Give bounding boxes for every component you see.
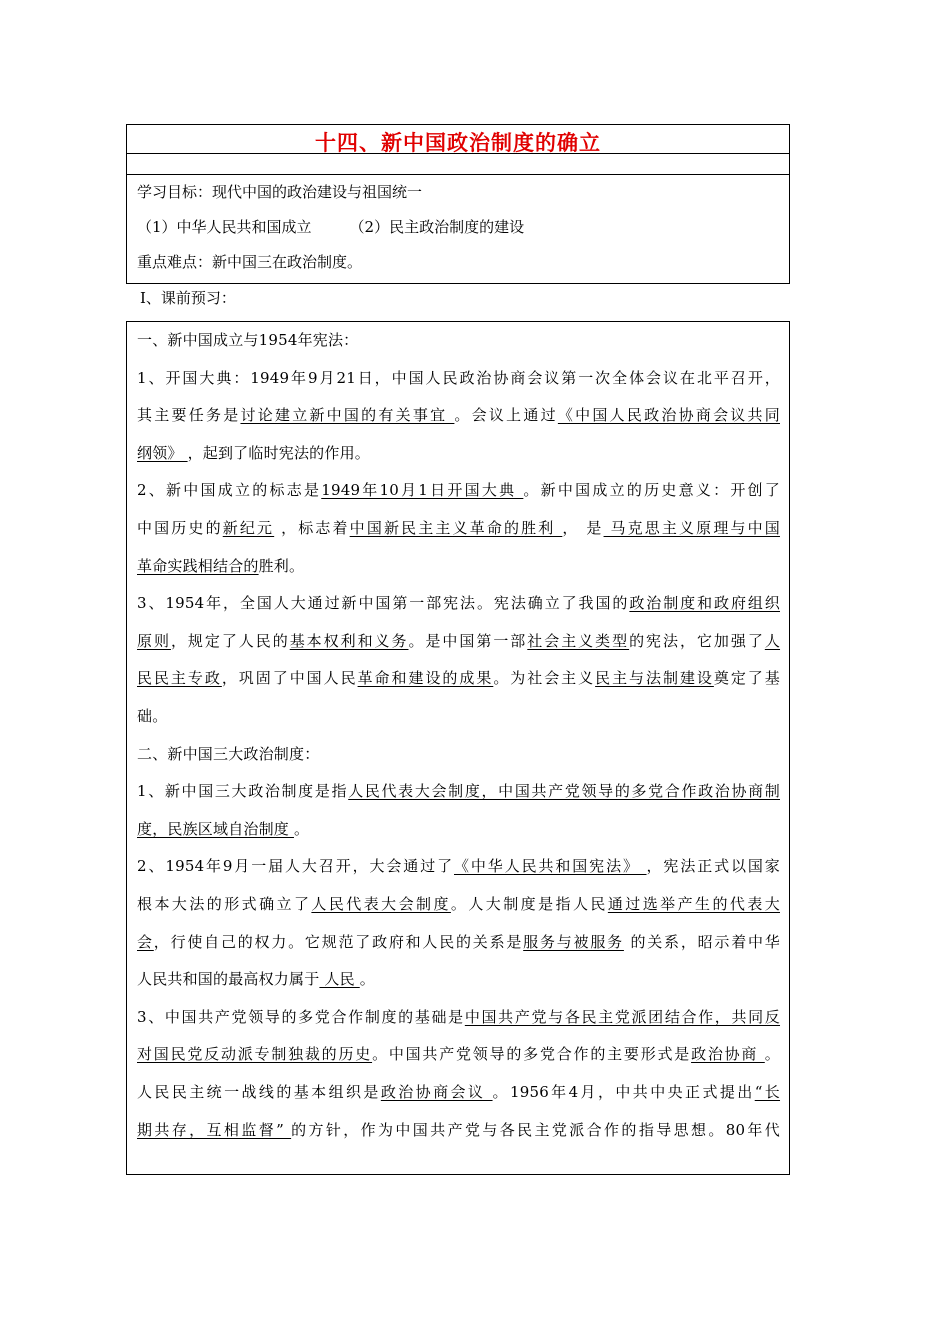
answer-text: 讨论建立新中国的有关事宜 [240,406,455,425]
text-segment: ，巩固了中国人民 [221,669,358,688]
text-segment: 二、新中国三大政治制度： [137,744,320,763]
text-segment: 其主要任务是 [137,406,241,425]
title-cell [126,124,790,154]
blank-row [126,153,790,175]
answer-text: 对国民党反动派专制独裁的历史 [137,1045,373,1064]
text-segment: 。中国共产党领导的多党合作的主要形式是 [372,1045,692,1064]
answer-text: 度，民族区域自治制度 [137,819,294,838]
content-line [137,555,780,576]
text-segment: 根本大法的形式确立了 [137,895,312,913]
answer-text: 《中国人民政治协商会议共同 [557,406,780,425]
content-line [137,705,780,726]
content-line [137,968,780,989]
text-segment: 2、1954年9月一届人大召开，大会通过了 [137,857,454,876]
text-segment: ，标志着 [274,519,350,537]
goal-item-2: （2）民主政治制度的建设 [349,218,525,236]
preview-label: Ⅰ、课前预习： [140,289,236,307]
content-line [137,1081,780,1102]
page-title: 十四、新中国政治制度的确立 [315,130,601,155]
text-segment: 的关系，昭示着中华 [623,932,780,951]
goals-cell [126,174,790,284]
text-segment: 础。 [137,707,168,725]
content-line [137,667,780,688]
answer-text: 人民 [319,970,360,989]
content-line [137,1119,780,1140]
answer-text: 期共存，互相监督” [137,1120,292,1139]
content-line [137,442,780,463]
content-line [137,818,780,839]
text-segment: 。 [359,970,375,989]
text-segment: 的宪法，它加强了 [629,631,765,650]
text-segment: 。 [293,819,310,838]
answer-text: 1949年10月1日开国大典 [321,481,524,500]
content-line [137,1006,780,1027]
text-segment: 2、新中国成立的标志是 [137,481,322,500]
key-points-line: 重点难点：新中国三在政治制度。 [137,253,363,271]
content-line [137,630,780,651]
answer-text: 革命和建设的成果 [357,669,494,688]
text-segment: 一、新中国成立与1954年宪法： [137,331,359,349]
text-segment: 的方针，作为中国共产党与各民主党派合作的指导思想。80年代 [291,1120,781,1139]
text-segment: 1、开国大典：1949年9月21日，中国人民政治协商会议第一次全体会议在北平召开， [137,368,780,387]
answer-text: “长 [754,1083,781,1101]
text-segment: 人民民主统一战线的基本组织是 [137,1083,381,1101]
answer-text: 纲领》 [137,443,188,462]
text-segment: ，规定了人民的 [170,631,290,650]
content-line [137,367,780,388]
text-segment: 。 [764,1045,780,1064]
answer-text: 社会主义类型 [527,631,630,650]
text-segment: 中国历史的 [137,519,223,537]
answer-text: 政治协商会议 [380,1083,493,1101]
text-segment: 胜利。 [258,556,305,575]
answer-text: 中国新民主主义革命的胜利 [349,519,563,537]
text-segment: 。是中国第一部 [408,631,528,650]
content-line [137,517,780,538]
text-segment: ， 是 [562,519,604,537]
goals-line: 学习目标：现代中国的政治建设与祖国统一 [137,183,423,201]
answer-text: 服务与被服务 [523,932,624,951]
content-line [137,329,780,350]
content-line [137,404,780,425]
text-segment: 人民共和国的最高权力属于 [137,970,320,989]
text-segment: 3、中国共产党领导的多党合作制度的基础是 [137,1007,465,1026]
answer-text: 人 [764,631,781,650]
answer-text: 基本权利和义务 [289,631,409,650]
text-segment: 。人大制度是指人民 [450,895,608,913]
content-line [137,1043,780,1064]
text-segment: ，宪法正式以国家 [646,857,781,876]
text-segment: 奠定了基 [713,669,780,688]
text-segment: 。新中国成立的历史意义：开创了 [523,481,781,500]
answer-text: 新纪元 [222,519,275,537]
answer-text: 人民代表大会制度 [311,895,451,913]
text-segment: 。为社会主义 [493,669,596,688]
answer-text: 人民代表大会制度，中国共产党领导的多党合作政治协商制 [348,782,780,801]
answer-text: 会 [137,932,154,951]
text-segment: 1、新中国三大政治制度是指 [137,782,349,801]
answer-text: 民民主专政 [137,669,222,688]
content-line [137,743,780,764]
answer-text: 中国共产党与各民主党派团结合作，共同反 [464,1007,781,1026]
content-line [137,780,780,801]
content-cell [126,321,790,1175]
answer-text: 政治协商 [691,1045,765,1064]
content-line [137,479,780,500]
answer-text: 革命实践相结合的 [137,556,259,575]
answer-text: 马克思主义原理与中国 [603,519,780,537]
content-line [137,855,780,876]
answer-text: 通过选举产生的代表大 [607,895,780,913]
goals-items [137,216,524,237]
content-line [137,931,780,952]
text-segment: ，起到了临时宪法的作用。 [187,443,370,462]
text-segment: 。1956年4月，中共中央正式提出 [492,1083,755,1101]
text-segment: 3、1954年，全国人大通过新中国第一部宪法。宪法确立了我国的 [137,594,630,613]
answer-text: 政治制度和政府组织 [629,594,780,613]
text-segment: ，行使自己的权力。它规范了政府和人民的关系是 [153,932,524,951]
text-segment: 。会议上通过 [454,406,558,425]
goal-item-1: （1）中华人民共和国成立 [137,218,312,236]
content-line [137,592,780,613]
answer-text: 《中华人民共和国宪法》 [454,857,647,876]
answer-text: 原则 [137,631,171,650]
answer-text: 民主与法制建设 [595,669,714,688]
content-line [137,893,780,914]
